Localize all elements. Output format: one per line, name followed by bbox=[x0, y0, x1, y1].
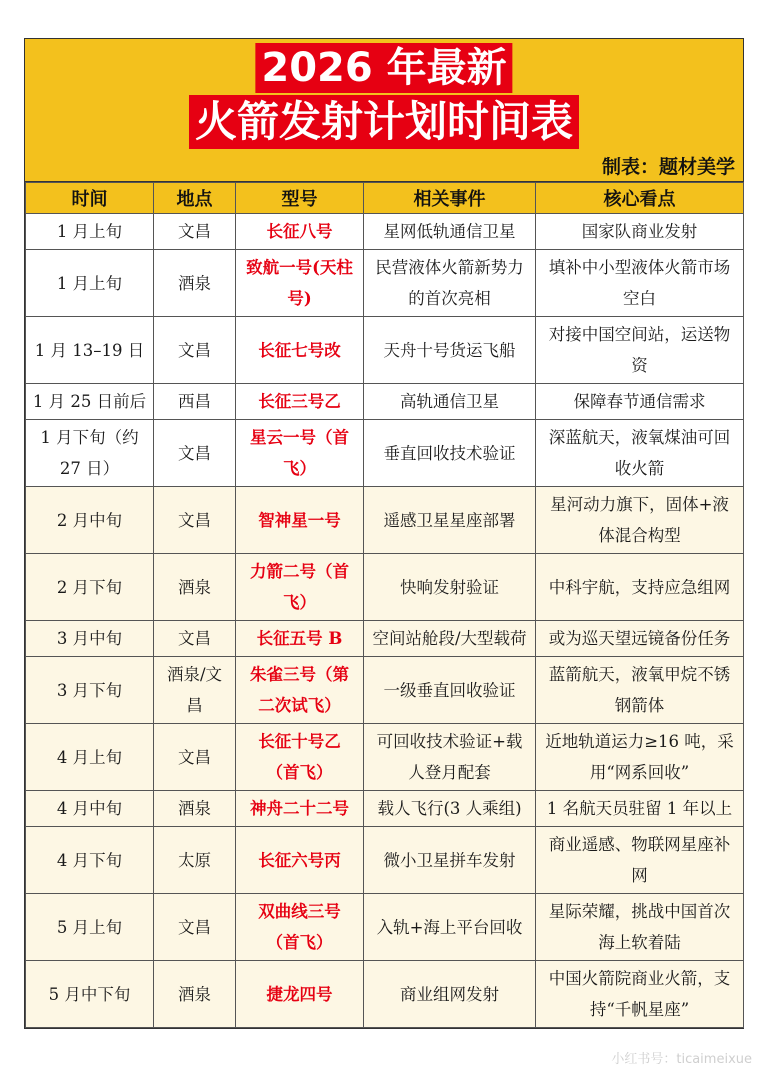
header-site: 地点 bbox=[154, 183, 236, 214]
table-row bbox=[26, 384, 744, 420]
cell-model: 长征五号 B bbox=[236, 621, 364, 657]
cell-highlight: 对接中国空间站，运送物资 bbox=[536, 317, 744, 384]
cell-event: 快响发射验证 bbox=[364, 554, 536, 621]
cell-highlight: 星河动力旗下，固体+液体混合构型 bbox=[536, 487, 744, 554]
header-time: 时间 bbox=[26, 183, 154, 214]
cell-time: 1 月下旬（约 27 日） bbox=[26, 420, 154, 487]
cell-event: 高轨通信卫星 bbox=[364, 384, 536, 420]
schedule-card bbox=[24, 38, 744, 1029]
cell-site: 酒泉/文昌 bbox=[154, 657, 236, 724]
cell-time: 5 月中下旬 bbox=[26, 961, 154, 1028]
cell-model: 智神星一号 bbox=[236, 487, 364, 554]
cell-event: 一级垂直回收验证 bbox=[364, 657, 536, 724]
table-row bbox=[26, 250, 744, 317]
cell-event: 商业组网发射 bbox=[364, 961, 536, 1028]
cell-event: 民营液体火箭新势力的首次亮相 bbox=[364, 250, 536, 317]
cell-event: 微小卫星拼车发射 bbox=[364, 827, 536, 894]
cell-time: 2 月下旬 bbox=[26, 554, 154, 621]
table-row bbox=[26, 420, 744, 487]
cell-model: 星云一号（首飞） bbox=[236, 420, 364, 487]
cell-model: 力箭二号（首飞） bbox=[236, 554, 364, 621]
cell-site: 文昌 bbox=[154, 487, 236, 554]
table-row bbox=[26, 827, 744, 894]
cell-time: 1 月上旬 bbox=[26, 214, 154, 250]
cell-time: 3 月下旬 bbox=[26, 657, 154, 724]
cell-highlight: 或为巡天望远镜备份任务 bbox=[536, 621, 744, 657]
table-row bbox=[26, 894, 744, 961]
footer-account: 小红书号：ticaimeixue bbox=[611, 1052, 752, 1067]
cell-model: 长征十号乙（首飞） bbox=[236, 724, 364, 791]
title-line-1: 2026 年最新 bbox=[255, 43, 512, 93]
header-highlight: 核心看点 bbox=[536, 183, 744, 214]
cell-site: 酒泉 bbox=[154, 250, 236, 317]
header-model: 型号 bbox=[236, 183, 364, 214]
table-row bbox=[26, 554, 744, 621]
cell-highlight: 近地轨道运力≥16 吨，采用“网系回收” bbox=[536, 724, 744, 791]
cell-time: 1 月 13–19 日 bbox=[26, 317, 154, 384]
cell-highlight: 蓝箭航天，液氧甲烷不锈钢箭体 bbox=[536, 657, 744, 724]
cell-site: 酒泉 bbox=[154, 791, 236, 827]
cell-event: 天舟十号货运飞船 bbox=[364, 317, 536, 384]
cell-site: 文昌 bbox=[154, 724, 236, 791]
cell-model: 神舟二十二号 bbox=[236, 791, 364, 827]
cell-model: 朱雀三号（第二次试飞） bbox=[236, 657, 364, 724]
cell-site: 文昌 bbox=[154, 317, 236, 384]
cell-site: 酒泉 bbox=[154, 961, 236, 1028]
cell-model: 长征八号 bbox=[236, 214, 364, 250]
cell-time: 1 月 25 日前后 bbox=[26, 384, 154, 420]
cell-highlight: 中国火箭院商业火箭，支持“千帆星座” bbox=[536, 961, 744, 1028]
cell-site: 太原 bbox=[154, 827, 236, 894]
cell-model: 长征三号乙 bbox=[236, 384, 364, 420]
cell-time: 3 月中旬 bbox=[26, 621, 154, 657]
cell-event: 空间站舱段/大型载荷 bbox=[364, 621, 536, 657]
cell-time: 2 月中旬 bbox=[26, 487, 154, 554]
cell-event: 遥感卫星星座部署 bbox=[364, 487, 536, 554]
cell-time: 4 月中旬 bbox=[26, 791, 154, 827]
cell-model: 双曲线三号（首飞） bbox=[236, 894, 364, 961]
header-banner bbox=[25, 39, 743, 182]
cell-highlight: 填补中小型液体火箭市场空白 bbox=[536, 250, 744, 317]
cell-time: 5 月上旬 bbox=[26, 894, 154, 961]
cell-site: 文昌 bbox=[154, 621, 236, 657]
cell-highlight: 商业遥感、物联网星座补网 bbox=[536, 827, 744, 894]
cell-model: 长征七号改 bbox=[236, 317, 364, 384]
cell-highlight: 深蓝航天，液氧煤油可回收火箭 bbox=[536, 420, 744, 487]
cell-event: 垂直回收技术验证 bbox=[364, 420, 536, 487]
cell-event: 载人飞行(3 人乘组) bbox=[364, 791, 536, 827]
cell-time: 4 月上旬 bbox=[26, 724, 154, 791]
table-row bbox=[26, 621, 744, 657]
cell-site: 文昌 bbox=[154, 214, 236, 250]
launch-schedule-table bbox=[25, 182, 744, 1028]
table-header-row bbox=[26, 183, 744, 214]
cell-site: 西昌 bbox=[154, 384, 236, 420]
cell-model: 捷龙四号 bbox=[236, 961, 364, 1028]
cell-highlight: 星际荣耀，挑战中国首次海上软着陆 bbox=[536, 894, 744, 961]
cell-event: 入轨+海上平台回收 bbox=[364, 894, 536, 961]
cell-model: 长征六号丙 bbox=[236, 827, 364, 894]
cell-highlight: 中科宇航，支持应急组网 bbox=[536, 554, 744, 621]
cell-highlight: 保障春节通信需求 bbox=[536, 384, 744, 420]
header-event: 相关事件 bbox=[364, 183, 536, 214]
cell-time: 1 月上旬 bbox=[26, 250, 154, 317]
cell-event: 星网低轨通信卫星 bbox=[364, 214, 536, 250]
maker-credit: 制表：题材美学 bbox=[601, 156, 735, 178]
table-row bbox=[26, 791, 744, 827]
cell-time: 4 月下旬 bbox=[26, 827, 154, 894]
cell-highlight: 1 名航天员驻留 1 年以上 bbox=[536, 791, 744, 827]
cell-site: 文昌 bbox=[154, 894, 236, 961]
table-row bbox=[26, 961, 744, 1028]
title-line-2: 火箭发射计划时间表 bbox=[189, 95, 579, 149]
table-row bbox=[26, 724, 744, 791]
cell-site: 文昌 bbox=[154, 420, 236, 487]
cell-model: 致航一号(天柱号) bbox=[236, 250, 364, 317]
table-row bbox=[26, 487, 744, 554]
table-row bbox=[26, 317, 744, 384]
cell-event: 可回收技术验证+载人登月配套 bbox=[364, 724, 536, 791]
cell-site: 酒泉 bbox=[154, 554, 236, 621]
cell-highlight: 国家队商业发射 bbox=[536, 214, 744, 250]
table-row bbox=[26, 657, 744, 724]
table-row bbox=[26, 214, 744, 250]
